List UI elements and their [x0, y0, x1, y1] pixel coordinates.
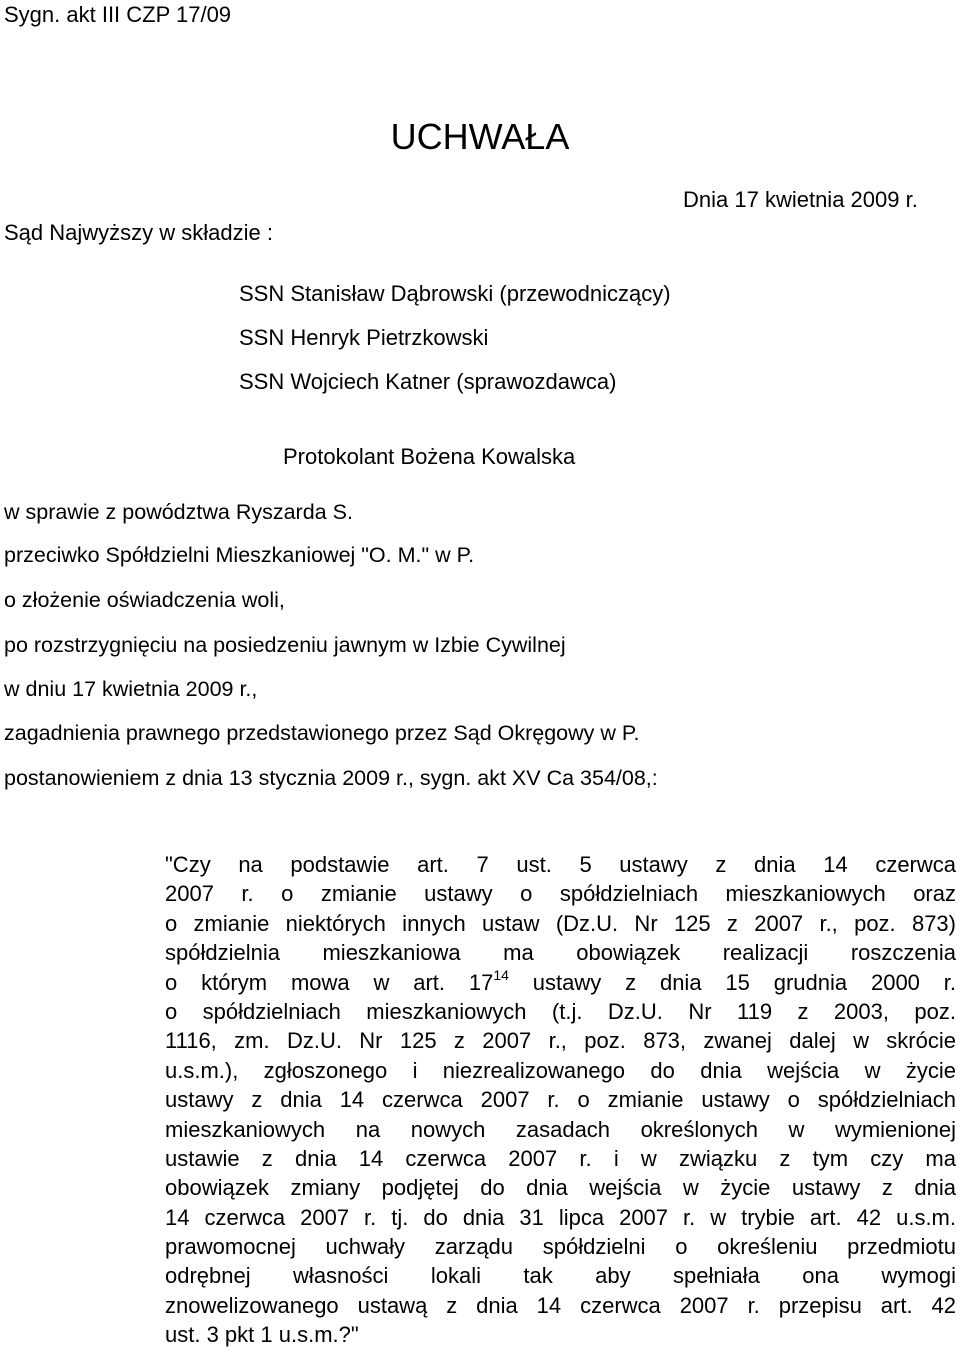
document-title: UCHWAŁA: [390, 116, 570, 157]
case-line: po rozstrzygnięciu na posiedzeniu jawnym w Izbie Cywilnej: [4, 633, 566, 657]
question-line-part: o którym mowa w art. 17: [165, 969, 494, 995]
question-line: ustawie z dnia 14 czerwca 2007 r. i w związku z tym czy ma: [165, 1145, 956, 1171]
question-line: 1116, zm. Dz.U. Nr 125 z 2007 r., poz. 873, zwanej dalej w skrócie: [165, 1028, 956, 1054]
question-line: "Czy na podstawie art. 7 ust. 5 ustawy z dnia 14 czerwca: [165, 852, 956, 877]
judge-presiding: SSN Stanisław Dąbrowski (przewodniczący): [239, 281, 671, 306]
court-clerk: Protokolant Bożena Kowalska: [283, 444, 576, 469]
question-line: prawomocnej uchwały zarządu spółdzielni o określeniu przedmiotu: [165, 1234, 956, 1260]
question-line: obowiązek zmiany podjętej do dnia wejścia w życie ustawy z dnia: [165, 1175, 956, 1201]
question-line: u.s.m.), zgłoszonego i niezrealizowanego do dnia wejścia w życie: [165, 1057, 956, 1083]
question-line: mieszkaniowych na nowych zasadach określonych w wymienionej: [165, 1116, 956, 1142]
case-line: postanowieniem z dnia 13 stycznia 2009 r., sygn. akt XV Ca 354/08,:: [4, 766, 658, 790]
case-line: zagadnienia prawnego przedstawionego przez Sąd Okręgowy w P.: [4, 721, 640, 745]
case-line: o złożenie oświadczenia woli,: [4, 588, 285, 612]
question-line: ustawy z dnia 14 czerwca 2007 r. o zmianie ustawy o spółdzielniach: [165, 1087, 956, 1113]
case-line: przeciwko Spółdzielni Mieszkaniowej "O. M." w P.: [4, 543, 475, 567]
superscript: 14: [493, 966, 509, 983]
question-line-final: ust. 3 pkt 1 u.s.m.?": [165, 1322, 359, 1348]
question-line: 2007 r. o zmianie ustawy o spółdzielniach mieszkaniowych oraz: [165, 881, 956, 907]
question-line: o spółdzielniach mieszkaniowych (t.j. Dz.U. Nr 119 z 2003, poz.: [165, 998, 956, 1024]
resolution-date: Dnia 17 kwietnia 2009 r.: [683, 187, 918, 212]
case-line: w sprawie z powództwa Ryszarda S.: [4, 500, 353, 524]
case-signature: Sygn. akt III CZP 17/09: [4, 2, 232, 27]
question-line: 14 czerwca 2007 r. tj. do dnia 31 lipca 2007 r. w trybie art. 42 u.s.m.: [165, 1204, 956, 1230]
legal-question: [165, 850, 956, 1350]
judge: SSN Henryk Pietrzkowski: [239, 325, 489, 350]
question-line: spółdzielnia mieszkaniowa ma obowiązek realizacji roszczenia: [165, 940, 956, 966]
case-line: w dniu 17 kwietnia 2009 r.,: [4, 677, 258, 701]
judge-rapporteur: SSN Wojciech Katner (sprawozdawca): [239, 369, 617, 394]
question-line: o zmianie niektórych innych ustaw (Dz.U. Nr 125 z 2007 r., poz. 873): [165, 910, 956, 936]
question-line-part: ustawy z dnia 15 grudnia 2000 r.: [532, 969, 956, 995]
question-line: odrębnej własności lokali tak aby spełniała ona wymogi: [165, 1263, 956, 1289]
question-line-with-superscript: [165, 968, 956, 997]
question-line: znowelizowanego ustawą z dnia 14 czerwca 2007 r. przepisu art. 42: [165, 1292, 956, 1318]
court-composition-label: Sąd Najwyższy w składzie :: [4, 220, 273, 245]
